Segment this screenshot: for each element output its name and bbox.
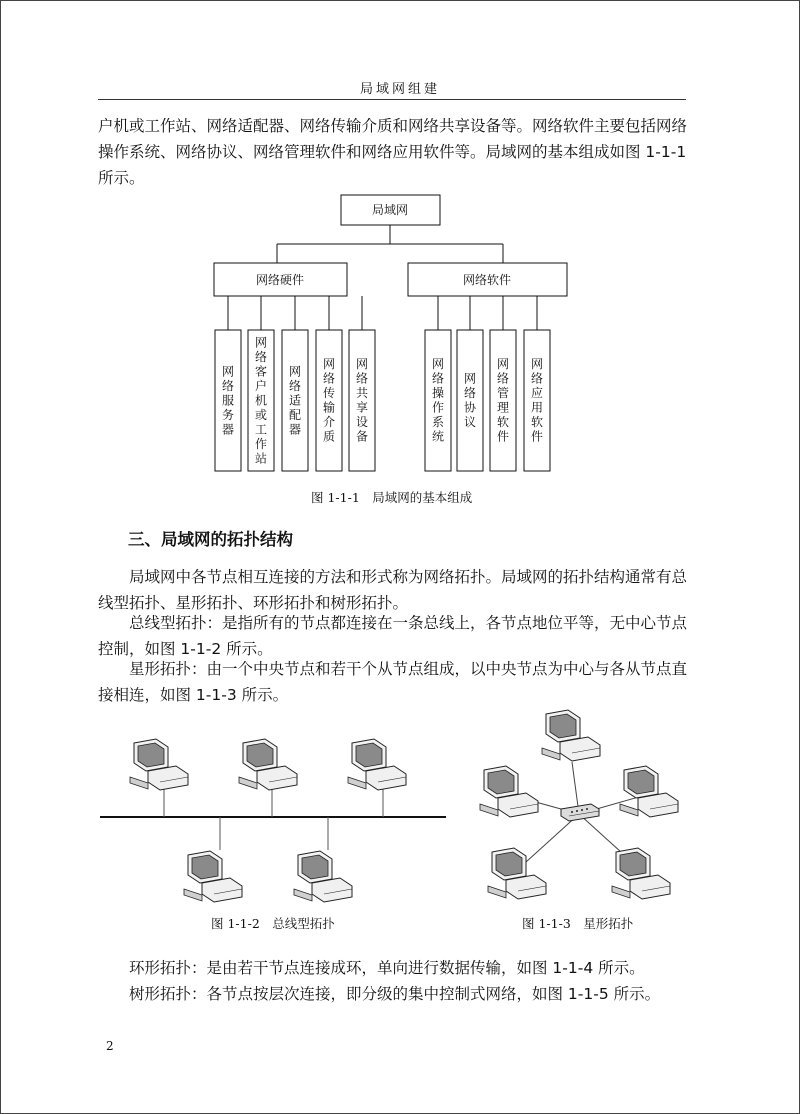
page-number: 2 — [106, 1039, 114, 1053]
figure-1-1-1-caption: 图 1-1-1 局域网的基本组成 — [311, 490, 473, 505]
section-title: 三、局域网的拓扑结构 — [128, 530, 293, 549]
computer-icon — [130, 739, 188, 790]
paragraph-ring: 环形拓扑：是由若干节点连接成环，单向进行数据传输，如图 1-1-4 所示。 — [129, 959, 645, 977]
sw-leaf-label: 网络应用软件 — [530, 357, 544, 444]
paragraph-overview: 局域网中各节点相互连接的方法和形式称为网络拓扑。局域网的拓扑结构通常有总线型拓扑、星形拓扑、环形拓扑和树形拓扑。 — [98, 568, 688, 612]
computer-icon — [239, 739, 297, 790]
computer-icon — [184, 851, 242, 902]
computer-icon — [542, 710, 600, 761]
computer-icon — [294, 851, 352, 902]
computer-icon — [612, 848, 670, 899]
paragraph-tree: 树形拓扑：各节点按层次连接，即分级的集中控制式网络，如图 1-1-5 所示。 — [129, 985, 661, 1003]
software-label: 网络软件 — [462, 273, 512, 287]
intro-line-3: 所示。 — [98, 169, 145, 187]
header-rule — [98, 99, 686, 100]
lan-composition-diagram — [210, 190, 580, 480]
sw-leaf-label: 网络管理软件 — [496, 357, 510, 444]
hw-leaf-label: 网络共享设备 — [355, 357, 369, 444]
hub-icon — [561, 804, 599, 821]
hw-leaf-label: 网络传输介质 — [322, 357, 336, 444]
paragraph-bus: 总线型拓扑：是指所有的节点都连接在一条总线上，各节点地位平等，无中心节点控制，如图 1-1-2 所示。 — [98, 614, 688, 658]
hw-leaf-label: 网络适配器 — [288, 364, 302, 437]
hw-leaf-label: 网络客户机或工作站 — [254, 335, 268, 466]
computer-icon — [620, 766, 678, 817]
computer-icon — [348, 739, 406, 790]
root-label: 局域网 — [371, 203, 409, 217]
hardware-label: 网络硬件 — [255, 273, 305, 287]
running-head: 局域网组建 — [359, 82, 440, 97]
star-topology-diagram — [466, 708, 692, 904]
intro-line-1: 户机或工作站、网络适配器、网络传输介质和网络共享设备等。网络软件主要包括网络 — [98, 117, 688, 135]
hw-leaf-label: 网络服务器 — [221, 364, 235, 437]
sw-leaf-label: 网络操作系统 — [431, 357, 445, 444]
intro-line-2: 操作系统、网络协议、网络管理软件和网络应用软件等。局域网的基本组成如图 1-1-1 — [98, 143, 687, 161]
bus-topology-diagram — [96, 735, 452, 905]
figure-1-1-3-caption: 图 1-1-3 星形拓扑 — [522, 916, 634, 931]
computer-icon — [488, 848, 546, 899]
sw-leaf-label: 网络协议 — [463, 371, 477, 429]
computer-icon — [480, 766, 538, 817]
figure-1-1-2-caption: 图 1-1-2 总线型拓扑 — [211, 916, 335, 931]
paragraph-star: 星形拓扑：由一个中央节点和若干个从节点组成，以中央节点为中心与各从节点直接相连，如图 1-1-3 所示。 — [98, 660, 688, 704]
